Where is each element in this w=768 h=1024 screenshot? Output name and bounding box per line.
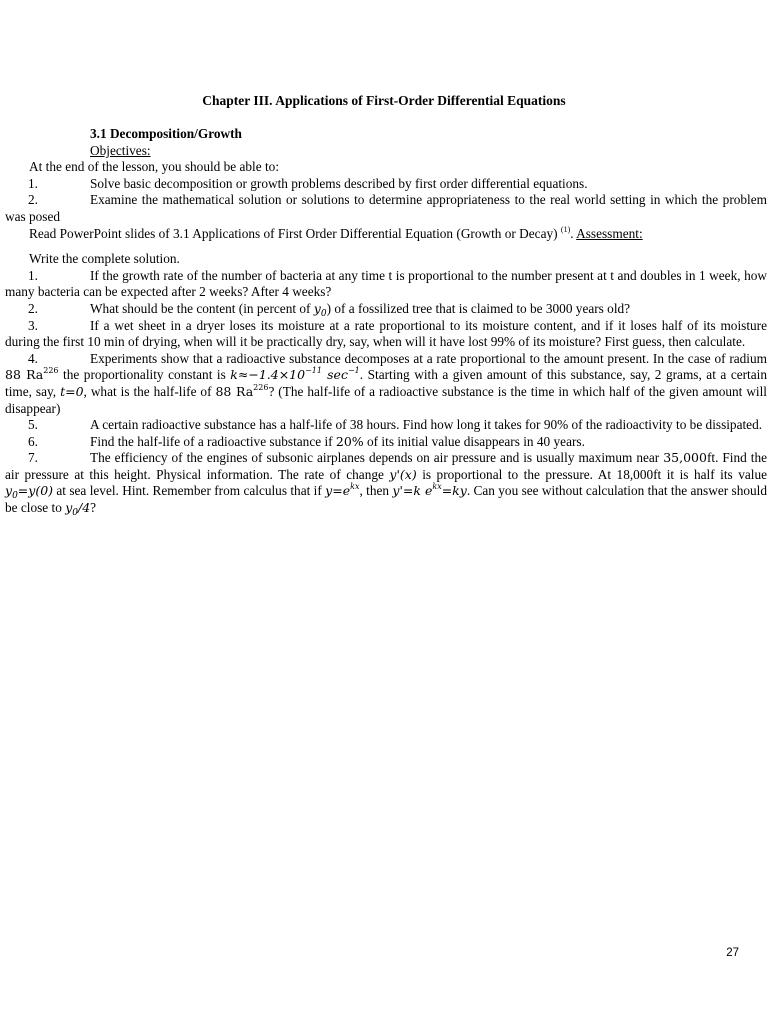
instruction-text: Write the complete solution. [29,251,180,267]
problem-text: The efficiency of the engines of subsonic airplanes depends on air pressure and is usually maximum near [90,450,664,466]
problem-text: , what is the half-life of [83,383,216,399]
math-y0: $y_0$ [313,300,327,319]
math-radium: 88 Ra$^{226}$ [5,366,59,383]
problem-text: ? (The half-life of a radioactive substance is the time in which half of the given amount will disappear) [5,383,768,416]
reading-text: Read PowerPoint slides of 3.1 Applications of First Order Differential Equation (Growth or Decay) [29,225,558,241]
problem-number: 4. [28,350,38,366]
problem-number: 1. [28,267,38,283]
objective-number: 2. [28,192,38,208]
problem-text: What should be the content (in percent of [90,300,314,316]
problem-text: . Starting with a given amount of this substance, say, 2 grams, at a certain time, say, [5,367,767,399]
math-percent: 20% [335,433,364,449]
problem-item-3 [5,318,767,351]
problem-text: ft. Find the air pressure at this height. Physical information. The rate of change [5,450,767,482]
problem-text: the proportionality constant is [58,367,231,383]
objective-number: 1. [28,175,38,191]
problem-item-6 [5,434,767,451]
problem-number: 2. [28,300,38,316]
problem-item-4 [5,351,767,417]
objective-item [5,192,767,225]
problem-text: A certain radioactive substance has a half-life of 38 hours. Find how long it takes for 90% of the radioactivity to be dissipated. [90,417,763,433]
math-altitude: 35,000 [663,450,707,466]
reading-instruction: Read PowerPoint slides of 3.1 Applications of First Order Differential Equation (Growth or Decay) $^{(1)}$. Assessment: [29,224,643,241]
problem-text: , then [359,483,393,499]
problem-item-1 [5,268,767,301]
problem-number: 5. [28,417,38,433]
problem-number: 7. [28,450,38,466]
problem-text: Find the half-life of a radioactive substance if [90,433,336,449]
problem-text: ) of a fossilized tree that is claimed to be 3000 years old? [326,300,631,316]
math-answer: $y_0/4$ [65,500,91,519]
section-title: 3.1 Decomposition/Growth [90,126,242,141]
problem-number: 6. [28,433,38,449]
objective-text: Examine the mathematical solution or solutions to determine appropriateness to the real world setting in which the problem was posed [5,192,767,224]
problem-text: If the growth rate of the number of bacteria at any time t is proportional to the number present at t and doubles in 1 week, how many bacteria can be expected after 2 weeks? After 4 weeks? [5,267,767,300]
lesson-body [5,126,767,517]
problem-item-5 [5,417,767,434]
problem-item-7 [5,450,767,519]
problem-text: at sea level. Hint. Remember from calculus that if [53,483,326,499]
objective-item [5,176,767,193]
objective-text: Solve basic decomposition or growth problems described by first order differential equations. [90,175,588,191]
problem-text: is proportional to the pressure. At 18,000ft it is half its value [416,466,767,482]
problem-text: If a wet sheet in a dryer loses its moisture at a rate proportional to its moisture content, and if it loses half of its moisture during the first 10 min of drying, when will it be practically dry, say, when will it have lost 99% of its moisture? First guess, then calculate. [5,317,767,350]
math-y0-equation: $y_0=y(0)$ [5,483,54,502]
math-radium: 88 Ra$^{226}$ [215,382,269,399]
chapter-title: Chapter III. Applications of First-Order Differential Equations [202,93,566,108]
page-number: 27 [726,947,739,959]
assessment-link[interactable]: Assessment: [576,225,643,241]
math-derivative: y'=k $e^{kx}=ky$ [392,482,467,499]
math-t0: t=0 [60,383,84,399]
math-constant-k: $k\approx-1.4\times 10^{-11}$ $\sec^{-1}$ [230,366,360,383]
reading-reference: (1) [560,224,571,234]
problem-text: Experiments show that a radioactive substance decomposes at a rate proportional to the amount present. In the case of radium [90,350,767,366]
problem-number: 3. [28,317,38,333]
problem-text: ? [90,500,97,516]
objectives-intro: At the end of the lesson, you should be able to: [29,159,280,175]
objectives-heading: Objectives: [90,142,151,158]
math-exponential: $y=e^{kx}$ [325,482,360,499]
problem-text: of its initial value disappears in 40 years. [363,433,585,449]
problem-item-2 [5,301,767,318]
problem-text: . Can you see without calculation that the answer should be close to [5,483,767,516]
math-yprime: y'(x) [389,466,417,482]
